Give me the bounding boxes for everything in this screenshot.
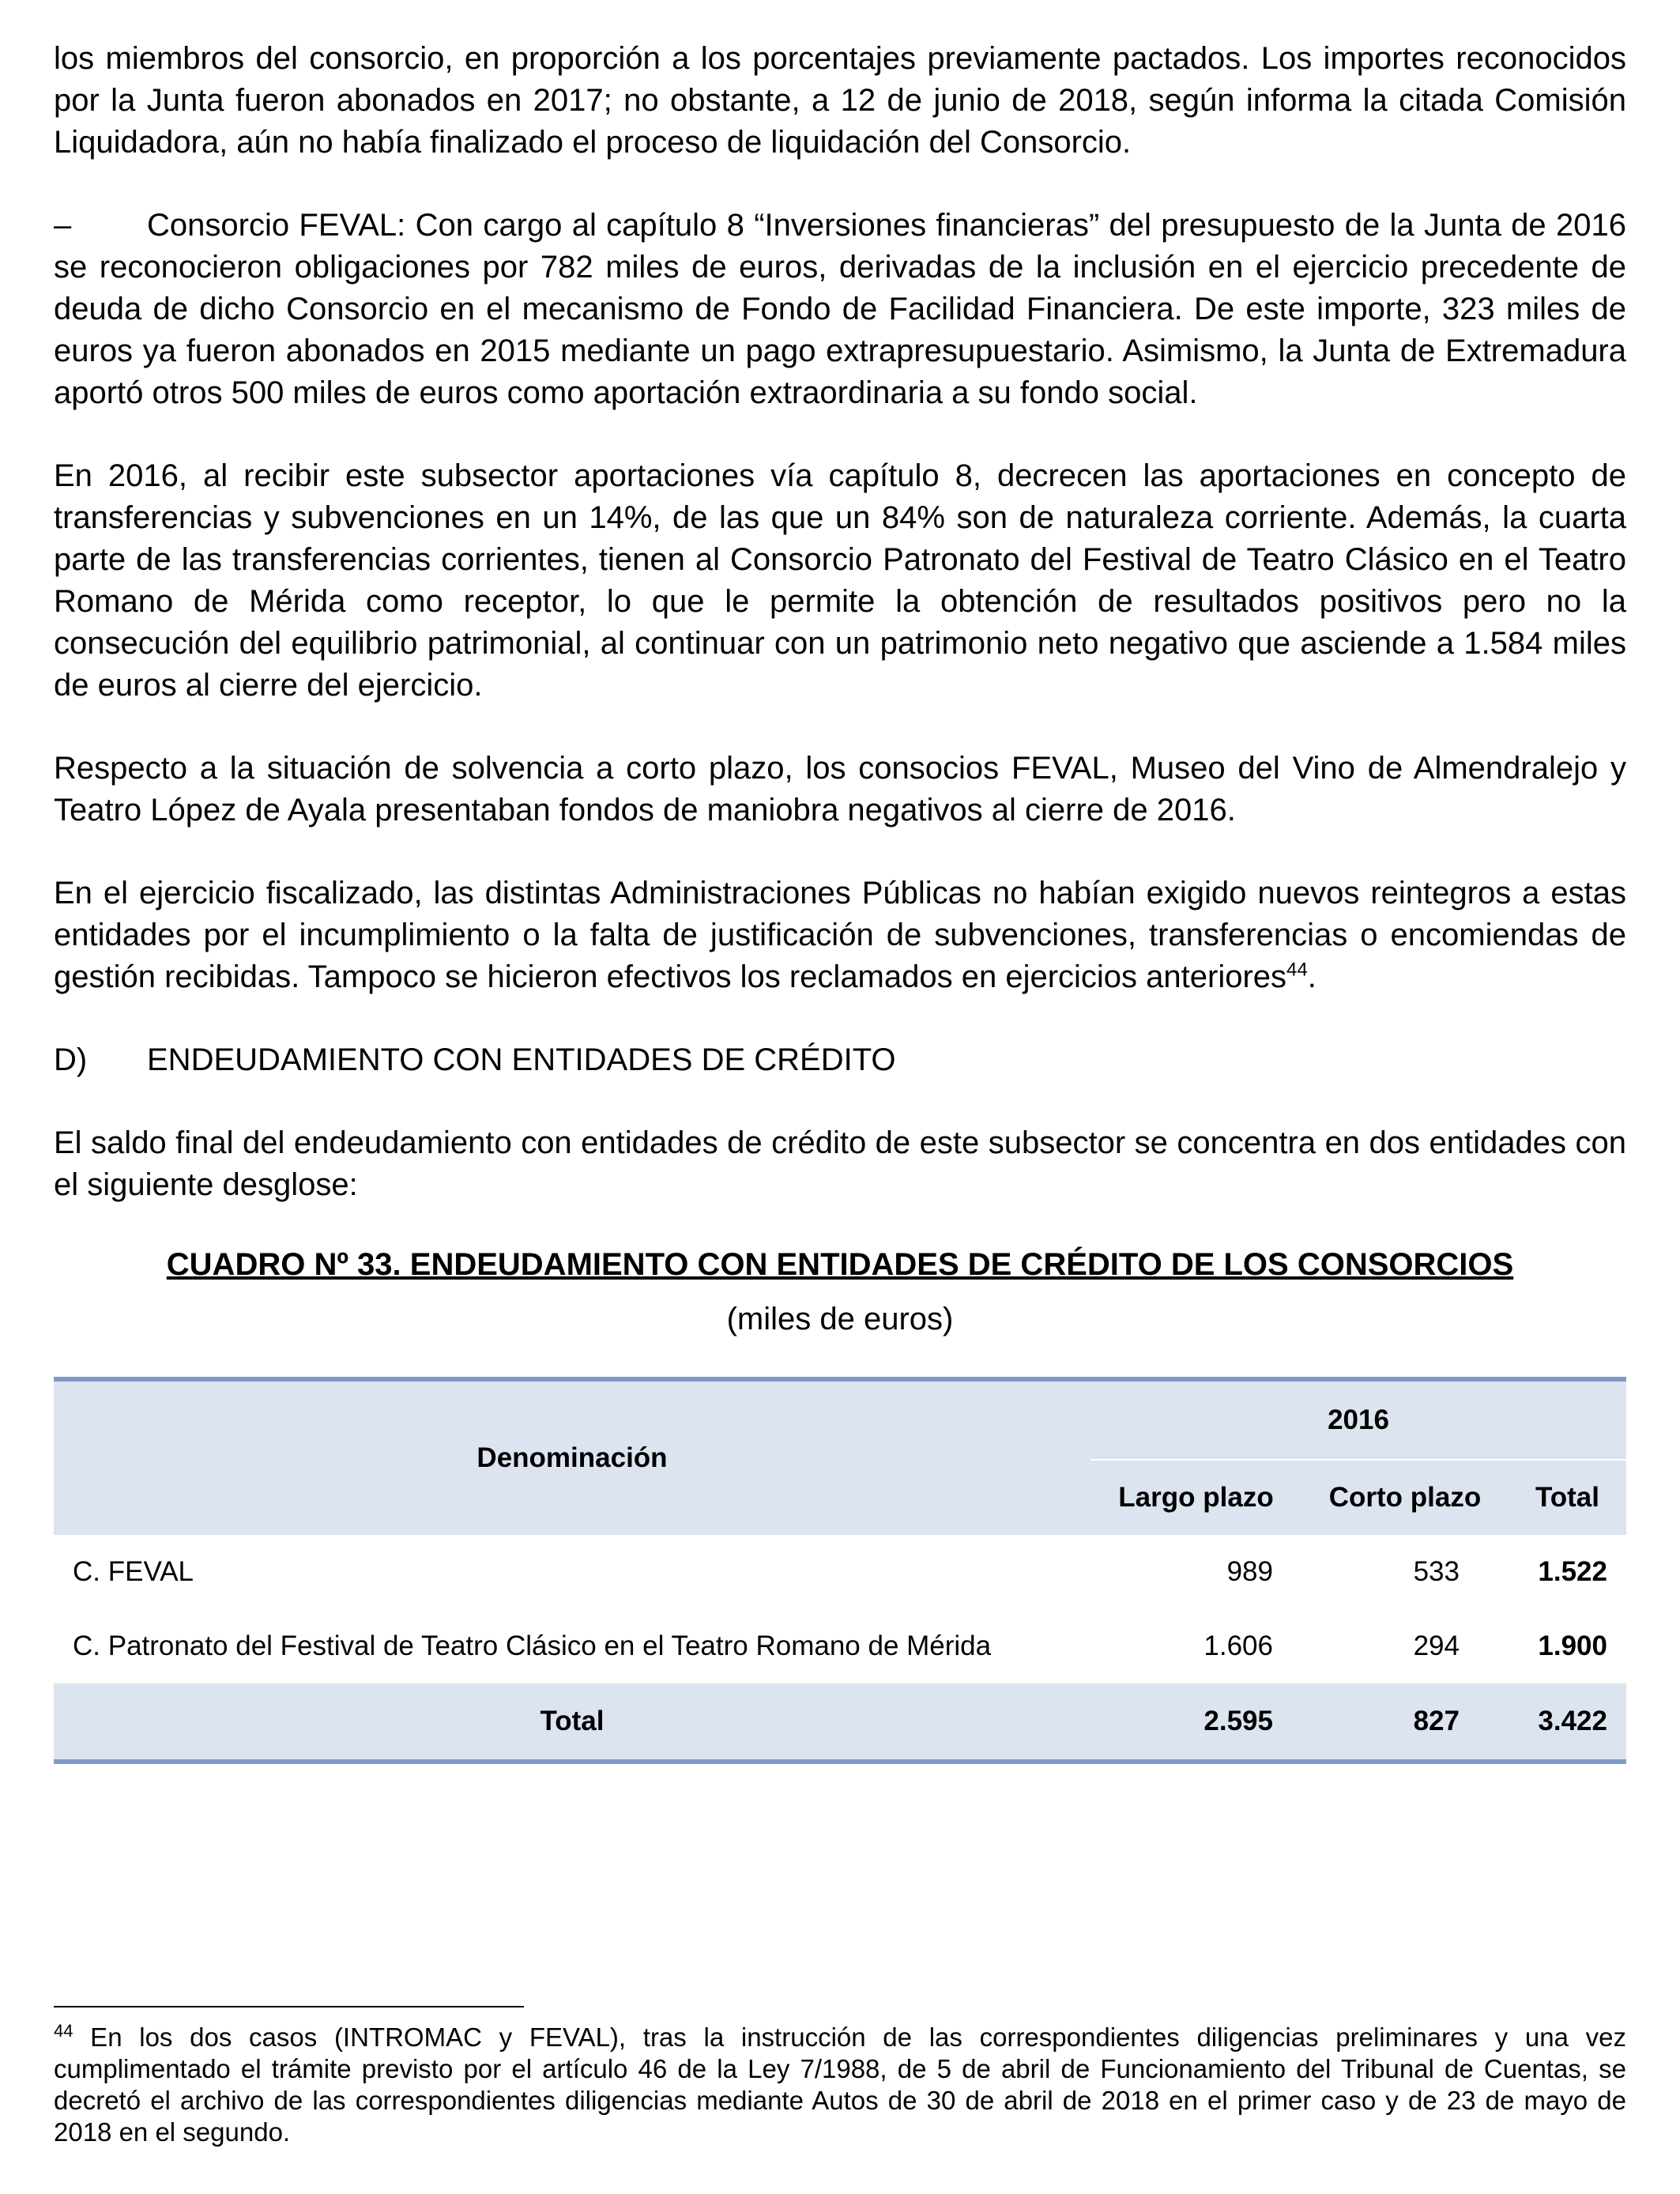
paragraph-reintegros — [54, 873, 1626, 998]
paragraph-liquidation: los miembros del consorcio, en proporción a los porcentajes previamente pactados. Los importes reconocidos por la Junta fueron abonados en 2017; no obstante, a 12 de junio de 2018, según informa la citada Comisión Liquidadora, aún no había finalizado el proceso de liquidación del Consorcio. — [54, 41, 1626, 160]
paragraph-intro-table: El saldo final del endeudamiento con entidades de crédito de este subsector se concentra en dos entidades con el siguiente desglose: — [54, 1125, 1626, 1202]
footnote-reference[interactable]: 44 — [1286, 959, 1308, 981]
paragraph-solvency: Respecto a la situación de solvencia a corto plazo, los consocios FEVAL, Museo del Vino de Almendralejo y Teatro López de Ayala presentaban fondos de maniobra negativos al cierre de 2016. — [54, 751, 1626, 827]
total-corto: 827 — [1301, 1683, 1509, 1762]
header-corto-plazo: Corto plazo — [1301, 1460, 1509, 1535]
row-total: 1.522 — [1538, 1556, 1607, 1587]
row-corto: 294 — [1413, 1630, 1460, 1661]
paragraph-transfers: En 2016, al recibir este subsector aportaciones vía capítulo 8, decrecen las aportaciones en concepto de transferencias y subvenciones en un 14%, de las que un 84% son de naturaleza corriente. Además, la cuarta parte de las transferencias corrientes, tienen al Consorcio Patronato del Festival de Teatro Clásico en el Teatro Romano de Mérida como receptor, lo que le permite la obtención de resultados positivos pero no la consecución del equilibrio patrimonial, al continuar con un patrimonio neto negativo que asciende a 1.584 miles de euros al cierre del ejercicio. — [54, 458, 1626, 703]
document-body — [54, 38, 1626, 1764]
section-heading-text: ENDEUDAMIENTO CON ENTIDADES DE CRÉDITO — [147, 1042, 896, 1077]
table-total-row — [54, 1683, 1626, 1762]
table-row — [54, 1535, 1626, 1609]
list-dash: – — [54, 208, 72, 243]
debt-table — [54, 1377, 1626, 1764]
row-name: C. FEVAL — [73, 1556, 194, 1587]
footnote-separator — [54, 2006, 524, 2007]
paragraph-reintegros-end: . — [1307, 959, 1317, 994]
row-total: 1.900 — [1538, 1630, 1607, 1661]
paragraph-reintegros-text: En el ejercicio fiscalizado, las distintas Administraciones Públicas no habían exigido nuevos reintegros a estas entidades por el incumplimiento o la falta de justificación de subvenciones, transferencias o encomiendas de gestión recibidas. Tampoco se hicieron efectivos los reclamados en ejercicios anteriores — [54, 876, 1626, 994]
table-subtitle: (miles de euros) — [726, 1302, 954, 1336]
paragraph-feval — [54, 205, 1626, 414]
header-largo-plazo: Largo plazo — [1090, 1460, 1301, 1535]
row-name: C. Patronato del Festival de Teatro Clásico en el Teatro Romano de Mérida — [73, 1630, 992, 1661]
footnote-text: En los dos casos (INTROMAC y FEVAL), tras la instrucción de las correspondientes diligencias preliminares y una vez cumplimentado el trámite previsto por el artículo 46 de la Ley 7/1988, de 5 de abril de Funcionamiento del Tribunal de Cuentas, se decretó el archivo de las correspondientes diligencias mediante Autos de 30 de abril de 2018 en el primer caso y de 23 de mayo de 2018 en el segundo. — [54, 2022, 1626, 2147]
section-letter: D) — [54, 1042, 88, 1077]
footnote — [54, 2022, 1626, 2148]
header-year: 2016 — [1090, 1379, 1626, 1460]
total-largo: 2.595 — [1090, 1683, 1301, 1762]
paragraph-feval-text: Consorcio FEVAL: Con cargo al capítulo 8 “Inversiones financieras” del presupuesto de la Junta de 2016 se reconocieron obligaciones por 782 miles de euros, derivadas de la inclusión en el ejercicio precedente de deuda de dicho Consorcio en el mecanismo de Fondo de Facilidad Financiera. De este importe, 323 miles de euros ya fueron abonados en 2015 mediante un pago extrapresupuestario. Asimismo, la Junta de Extremadura aportó otros 500 miles de euros como aportación extraordinaria a su fondo social. — [54, 208, 1626, 410]
header-total: Total — [1509, 1460, 1626, 1535]
total-total: 3.422 — [1509, 1683, 1626, 1762]
table-row — [54, 1609, 1626, 1683]
footnote-number: 44 — [54, 2021, 73, 2041]
total-label: Total — [54, 1683, 1090, 1762]
row-corto: 533 — [1413, 1556, 1460, 1587]
table-title: CUADRO Nº 33. ENDEUDAMIENTO CON ENTIDADES DE CRÉDITO DE LOS CONSORCIOS — [166, 1247, 1514, 1282]
section-heading — [54, 1039, 1626, 1081]
row-largo: 1.606 — [1203, 1630, 1273, 1661]
header-denominacion: Denominación — [54, 1379, 1090, 1535]
row-largo: 989 — [1226, 1556, 1273, 1587]
